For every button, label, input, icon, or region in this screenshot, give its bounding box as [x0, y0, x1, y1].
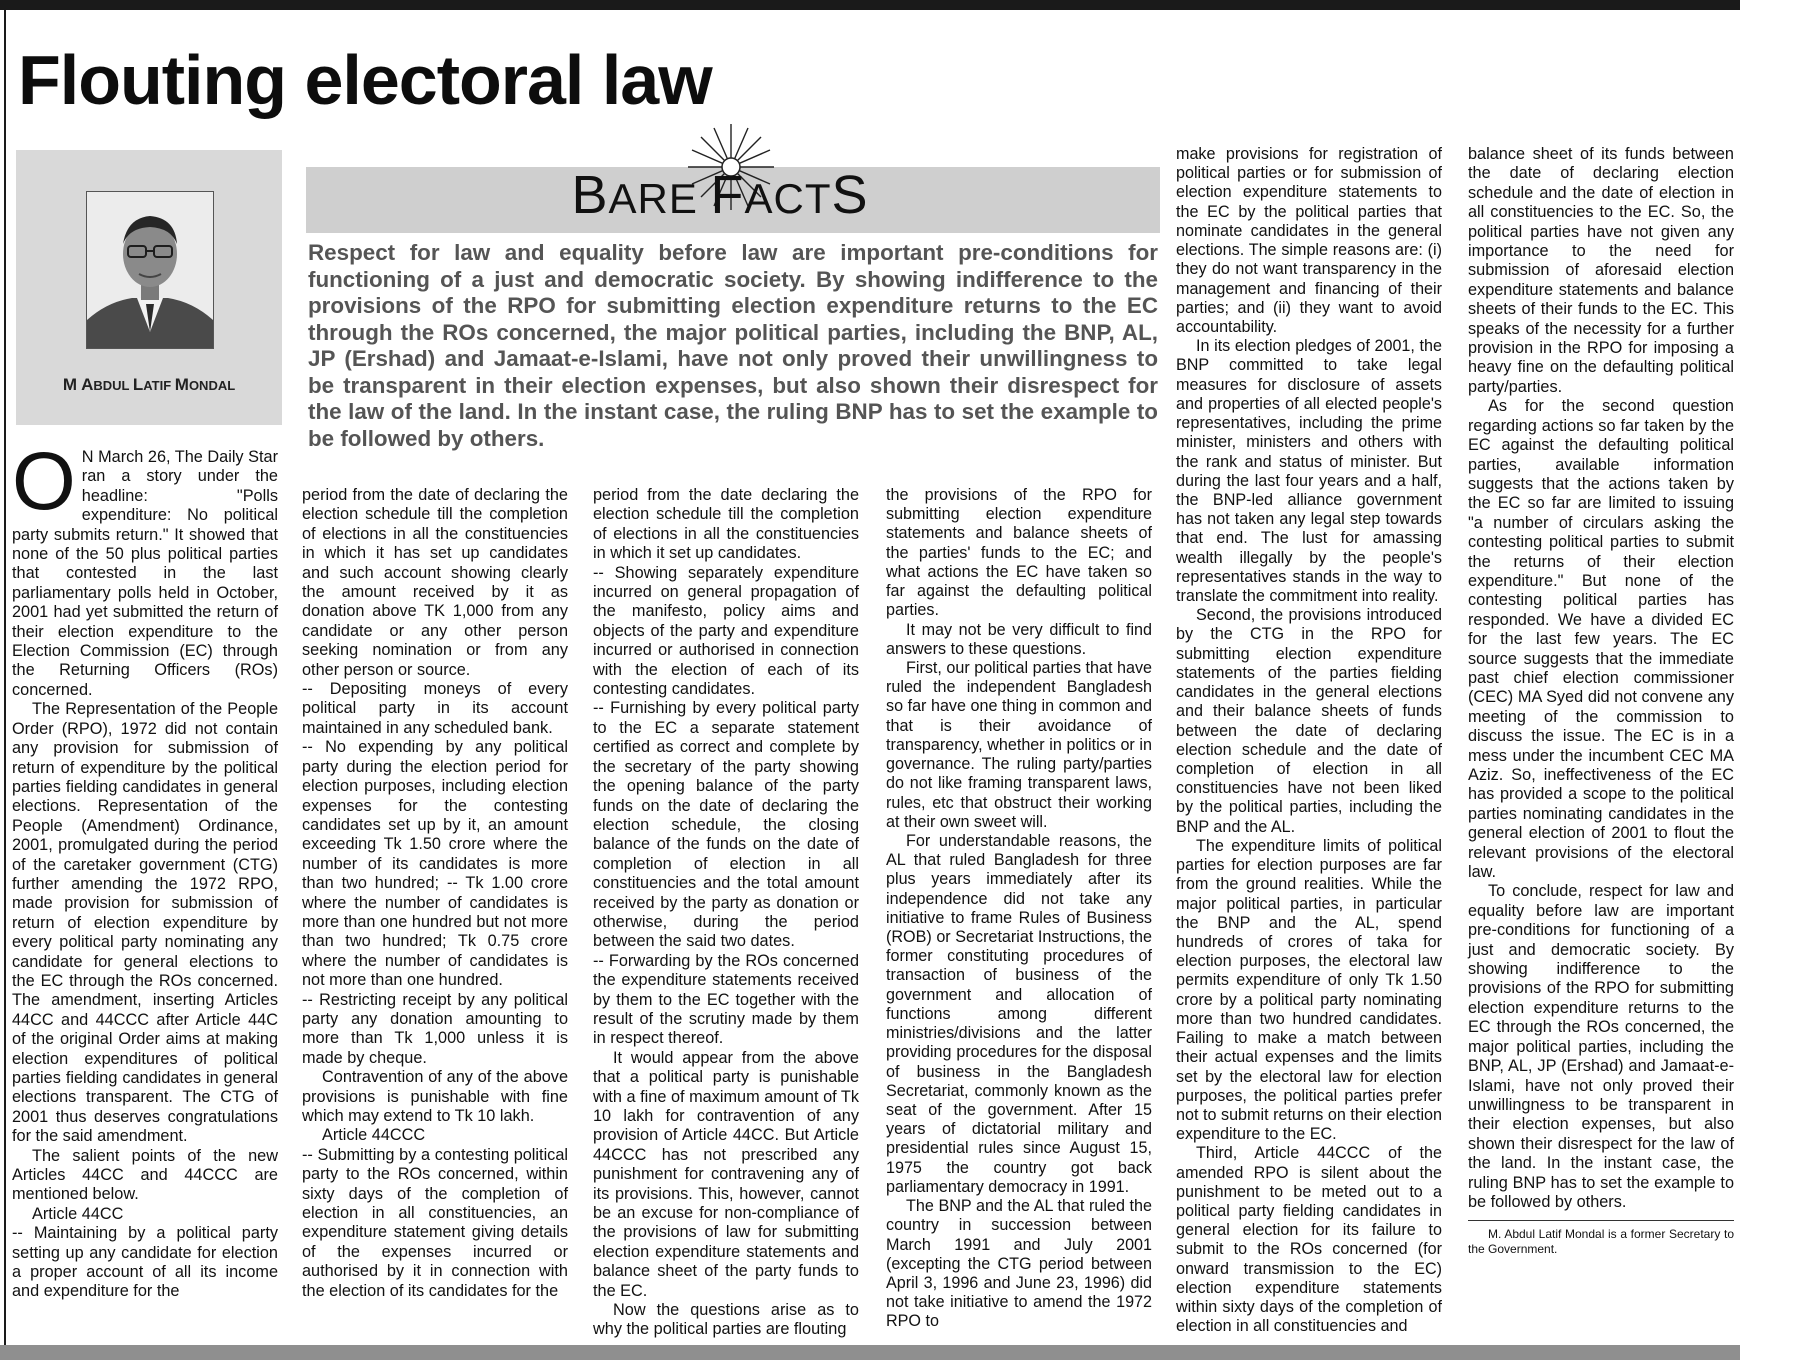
paragraph: -- Forwarding by the ROs concerned the expenditure statements received by them to the EC together with the result of the scrutiny made by them in respect thereof. [593, 951, 859, 1048]
author-portrait-image [87, 192, 213, 348]
article-column-2 [302, 486, 568, 1301]
paragraph: -- Submitting by a contesting political party to the ROs concerned, within sixty days of the completion of election in all constituencies, an expenditure statement giving details of the expenses incurred or authorised by it in connection with the election of its candidates for the [302, 1145, 568, 1300]
paragraph: As for the second question regarding actions so far taken by the EC against the defaulting political parties, available information suggests that the actions taken by the EC so far are limited to issuing "a number of circulars asking the contesting political parties to submit the returns of their election expenditure." But none of the contesting political parties has responded. We have a divided EC for the last few years. The EC source suggests that the immediate past chief election commissioner (CEC) MA Syed did not convene any meeting of the commission to discuss the issue. The EC is in a mess under the incumbent CEC MA Aziz. So, ineffectiveness of the EC has provided a scope to the political parties nominating candidates in the general election of 2001 to flout the relevant provisions of the electoral law. [1468, 397, 1734, 882]
paragraph: Now the questions arise as to why the political parties are flouting [593, 1301, 859, 1339]
bare-facts-title: BARE FACTS [571, 165, 869, 225]
paragraph: The Representation of the People Order (RPO), 1972 did not contain any provision for submission of return of expenditure by the political parties fielding candidates in general elections. Representation of the People (Amendment) Ordinance, 2001, promulgated during the period of the caretaker government (CTG) further amending the 1972 RPO, made provision for submission of return of election expenditure by every political party nominating any candidate for general elections to the EC through the ROs concerned. The amendment, inserting Articles 44CC and 44CCC after Article 44C of the original Order aims at making election expenditures of political parties fielding candidates in general elections transparent. The CTG of 2001 thus deserves congratulations for the said amendment. [12, 700, 278, 1146]
paragraph: balance sheet of its funds between the date of declaring election schedule and the date of election in all constituencies to the EC. So, the political parties have not given any importance to the need for submission of aforesaid election expenditure statements and balance sheets of their funds to the EC. This speaks of the necessity for a further provision in the RPO for imposing a heavy fine on the defaulting political party/parties. [1468, 145, 1734, 396]
drop-cap: O [12, 436, 76, 527]
article-column-6 [1468, 145, 1734, 1257]
paragraph: It would appear from the above that a political party is punishable with a fine of maximum amount of Tk 10 lakh for contravention of any provision of Article 44CC. But Article 44CCC has not prescribed any punishment for contravening any of its provisions. This, however, cannot be an excuse for non-compliance of the provisions of law for submitting election expenditure statements and balance sheet of the party funds to the EC. [593, 1048, 859, 1300]
paragraph: Second, the provisions introduced by the CTG in the RPO for submitting election expenditure statements of the parties fielding candidates in the general elections and their balance sheets of funds between the date of declaring election schedule and the date of completion of election in all constituencies have not been liked by the political parties, including the BNP and the AL. [1176, 606, 1442, 836]
author-photo [86, 191, 214, 349]
author-box [16, 150, 282, 425]
article-column-1 [12, 436, 278, 1302]
paragraph: The expenditure limits of political parties for election purposes are far from the ground realities. While the major political parties, in particular the BNP and the AL, spend hundreds of crores of taka for election purposes, the electoral law permits expenditure of only Tk 1.50 crore by a political party nominating more than two hundred candidates. Failing to make a match between their actual expenses and the limits set by the electoral law for election purposes, the political parties prefer not to submit returns on their election expenditure to the EC. [1176, 836, 1442, 1144]
paragraph: -- Showing separately expenditure incurred on general propagation of the manifesto, policy aims and objects of the party and expenditure incurred or authorised in connection with the election of each of its contesting candidates. [593, 563, 859, 699]
article-column-4 [886, 486, 1152, 1332]
article-column-5 [1176, 145, 1442, 1337]
paragraph: In its election pledges of 2001, the BNP committed to take legal measures for disclosure of assets and properties of all elected people's representatives, including the prime minister, ministers and others with the rank and status of minister. But during the last four years and a half, the BNP-led alliance government has not taken any legal step towards that end. The lust for amassing wealth illegally by the people's representatives stands in the way to translate the commitment into reality. [1176, 337, 1442, 606]
paragraph: period from the date of declaring the election schedule till the completion of elections in all the constituencies in which it has set up candidates and such account showing clearly the amount received by it as donation above TK 1,000 from any candidate or any other person seeking nomination or from any other person or source. [302, 486, 568, 679]
left-rule [4, 0, 6, 1360]
paragraph: To conclude, respect for law and equality before law are important pre-conditions for functioning of a just and democratic society. By showing indifference to the provisions of the RPO for submitting election expenditure returns to the EC through the ROs concerned, the major political parties, including the BNP, AL, JP (Ershad) and Jamaat-e-Islami, have not only proved their unwillingness to be transparent in their election expenses, but also shown their disrespect for the law of the land. In the instant case, the ruling BNP has to set the example to be followed by others. [1468, 882, 1734, 1211]
bottom-rule [0, 1345, 1740, 1360]
headline: Flouting electoral law [18, 41, 712, 119]
paragraph: -- No expending by any political party during the election period for election purposes, including election expenses for the contesting candidates set up by it, an amount exceeding Tk 1.50 crore where the number of its candidates is more than two hundred; -- Tk 1.00 crore where the number of candidates is more than one hundred but not more than two hundred; Tk 0.75 crore where the number of candidates is not more than one hundred. [302, 738, 568, 990]
paragraph: make provisions for registration of political parties or for submission of election expenditure statements to the EC by the political parties that nominate candidates in the general elections. The simple reasons are: (i) they do not want transparency in the management and financing of their parties; and (ii) they want to avoid accountability. [1176, 145, 1442, 336]
opening-paragraph: O N March 26, The Daily Star ran a story under the headline: "Polls expenditure: No political party submits return." It showed that none of the 50 plus political parties that contested in the last parliamentary polls held in October, 2001 had yet submitted the return of their election expenditure to the Election Commission (EC) through the Returning Officers (ROs) concerned. [12, 436, 278, 699]
paragraph: The salient points of the new Articles 44CC and 44CCC are mentioned below. [12, 1146, 278, 1204]
author-bio: M. Abdul Latif Mondal is a former Secretary to the Government. [1468, 1227, 1734, 1257]
subheading: Article 44CC [32, 1204, 124, 1223]
article-column-3 [593, 486, 859, 1340]
paragraph: Contravention of any of the above provisions is punishable with fine which may extend to Tk 10 lakh. [302, 1068, 568, 1125]
bio-divider [1468, 1220, 1734, 1221]
paragraph: -- Depositing moneys of every political party in its account maintained in any scheduled bank. [302, 680, 568, 737]
paragraph: Third, Article 44CCC of the amended RPO is silent about the punishment to be meted out to a political party fielding candidates in general election for its failure to submit to the ROs concerned (for onward transmission to the EC) election expenditure statements within sixty days of the completion of election in all constituencies and [1176, 1144, 1442, 1336]
intro-blurb: Respect for law and equality before law are important pre-conditions for functioning of a just and democratic society. By showing indifference to the provisions of the RPO for submitting election expenditure returns to the EC through the ROs concerned, the major political parties, including the BNP, AL, JP (Ershad) and Jamaat-e-Islami, have not only proved their unwillingness to be transparent in their election expenses, but also shown their disrespect for the law of the land. In the instant case, the ruling BNP has to set the example to be followed by others. [308, 240, 1158, 451]
subheading: Article 44CCC [322, 1126, 426, 1145]
paragraph: -- Furnishing by every political party to the EC a separate statement certified as correct and complete by the secretary of the party showing the opening balance of the party funds on the date of declaring the election schedule, the closing balance of the funds on the date of completion of election in all constituencies and the total amount received by the party as donation or otherwise, during the period between the said two dates. [593, 699, 859, 951]
paragraph: period from the date declaring the election schedule till the completion of elections in all the constituencies in which it set up candidates. [593, 486, 859, 563]
paragraph: -- Maintaining by a political party setting up any candidate for election a proper account of all its income and expenditure for the [12, 1224, 278, 1301]
author-byline: M ABDUL LATIF MONDAL [62, 375, 236, 394]
paragraph: the provisions of the RPO for submitting election expenditure statements and balance sheets of the parties' funds to the EC; and what actions the EC have taken so far against the defaulting political parties. [886, 486, 1152, 620]
paragraph: -- Restricting receipt by any political party any donation amounting to more than Tk 1,000 unless it is made by cheque. [302, 990, 568, 1067]
paragraph: It may not be very difficult to find answers to these questions. [886, 620, 1152, 658]
paragraph: The BNP and the AL that ruled the country in succession between March 1991 and July 2001 (excepting the CTG period between April 3, 1996 and June 23, 1996) did not take initiative to amend the 1972 RPO to [886, 1197, 1152, 1331]
paragraph: For understandable reasons, the AL that ruled Bangladesh for three plus years immediately after its independence did not take any initiative to frame Rules of Business (ROB) or Secretariat Instructions, the former constituting procedures of transaction of business of the government and allocation of functions among different ministries/divisions and the latter providing procedures for the disposal of business in the Bangladesh Secretariat, commonly known as the seat of the government. After 15 years of dictatorial military and presidential rules since August 15, 1975 the country got back parliamentary democracy in 1991. [886, 831, 1152, 1196]
paragraph: First, our political parties that have ruled the independent Bangladesh so far have one thing in common and that is their avoidance of transparency, whether in politics or in governance. The ruling party/parties do not like framing transparent laws, rules, etc that obstruct their working at their own sweet will. [886, 658, 1152, 831]
top-rule [0, 0, 1740, 10]
